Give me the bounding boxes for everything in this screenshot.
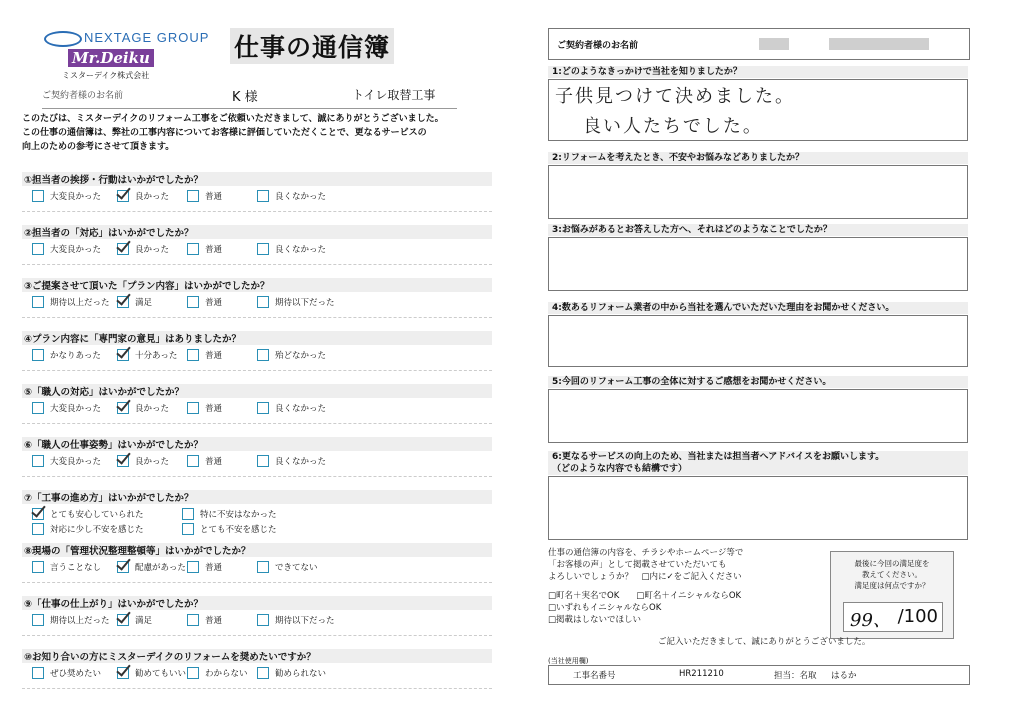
option-label: 良かった xyxy=(135,245,170,255)
option-item[interactable] xyxy=(32,614,110,626)
satisfaction-line: 教えてください。 xyxy=(862,570,922,579)
option-item[interactable] xyxy=(257,667,326,679)
option-label: 満足 xyxy=(135,616,153,626)
option-item[interactable] xyxy=(32,523,144,535)
checkbox-icon[interactable] xyxy=(257,190,269,202)
checkbox-icon[interactable] xyxy=(32,402,44,414)
option-item[interactable] xyxy=(182,523,277,535)
satisfaction-score[interactable] xyxy=(843,602,943,632)
publish-request xyxy=(548,547,828,583)
checkbox-icon[interactable] xyxy=(187,190,199,202)
option-item[interactable] xyxy=(187,561,222,573)
option-row xyxy=(22,190,492,208)
option-item[interactable] xyxy=(117,614,152,626)
logo-text: NEXTAGE GROUP xyxy=(84,30,210,45)
staff-name: はるか xyxy=(831,671,857,681)
checkbox-icon[interactable] xyxy=(187,349,199,361)
option-label: 普通 xyxy=(205,245,223,255)
satisfaction-question xyxy=(831,558,953,591)
option-label: 言うことなし xyxy=(50,563,102,573)
checkbox-icon[interactable] xyxy=(182,523,194,535)
question-title: ⑦「工事の進め方」はいかがでしたか？ xyxy=(22,490,492,504)
divider xyxy=(22,635,492,636)
option-label: 大変良かった xyxy=(50,245,102,255)
checkbox-icon[interactable] xyxy=(257,455,269,467)
option-label: 良くなかった xyxy=(275,404,327,414)
question-title: ⑥「職人の仕事姿勢」はいかがでしたか？ xyxy=(22,437,492,451)
option-item[interactable] xyxy=(32,296,110,308)
option-item[interactable] xyxy=(257,243,326,255)
option-item[interactable] xyxy=(187,243,222,255)
question-title: ②担当者の「対応」はいかがでしたか？ xyxy=(22,225,492,239)
option-label: 大変良かった xyxy=(50,457,102,467)
option-label: 対応に少し不安を感じた xyxy=(50,525,144,535)
checkbox-icon[interactable] xyxy=(117,455,129,467)
survey-title: 1:どのようなきっかけで当社を知りましたか？ xyxy=(548,66,968,78)
option-label: 良くなかった xyxy=(275,192,327,202)
brand-logo: Mr.Deiku xyxy=(68,49,154,67)
option-item[interactable] xyxy=(187,667,248,679)
checkbox-icon[interactable] xyxy=(32,455,44,467)
option-row xyxy=(22,402,492,420)
option-label: 良かった xyxy=(135,457,170,467)
question-6 xyxy=(22,437,492,473)
option-item[interactable] xyxy=(182,508,277,520)
option-label: できてない xyxy=(275,563,318,573)
nextage-logo xyxy=(44,30,209,47)
option-label: 普通 xyxy=(205,457,223,467)
option-label: 普通 xyxy=(205,192,223,202)
checkbox-icon[interactable] xyxy=(32,296,44,308)
option-item[interactable] xyxy=(117,402,169,414)
question-title: ⑤「職人の対応」はいかがでしたか？ xyxy=(22,384,492,398)
option-row xyxy=(22,349,492,367)
divider xyxy=(22,423,492,424)
divider xyxy=(22,370,492,371)
answer-box[interactable] xyxy=(548,315,968,367)
survey-subtitle: （どのような内容でも結構です） xyxy=(548,463,968,475)
option-item[interactable] xyxy=(32,190,101,202)
divider xyxy=(22,317,492,318)
option-label: 期待以上だった xyxy=(50,298,110,308)
publish-line: よろしいでしょうか？ □内に✓をご記入ください xyxy=(548,572,742,582)
option-item[interactable] xyxy=(257,561,318,573)
question-title: ⑩お知り合いの方にミスターデイクのリフォームを奨めたいですか？ xyxy=(22,649,492,663)
divider xyxy=(22,476,492,477)
checkbox-icon[interactable] xyxy=(187,455,199,467)
checkbox-icon[interactable] xyxy=(117,402,129,414)
checkbox-icon[interactable] xyxy=(187,243,199,255)
checkbox-icon[interactable] xyxy=(187,667,199,679)
option-label: 勧めてもいい xyxy=(135,669,187,679)
checkbox-icon[interactable] xyxy=(187,296,199,308)
survey-title: 2:リフォームを考えたとき、不安やお悩みなどありましたか？ xyxy=(548,152,968,164)
intro-text xyxy=(22,112,482,154)
option-row xyxy=(22,243,492,261)
client-kind: K 様 xyxy=(232,90,258,105)
option-label: 十分あった xyxy=(135,351,178,361)
question-7 xyxy=(22,490,492,540)
option-item[interactable] xyxy=(117,455,169,467)
checkbox-icon[interactable] xyxy=(32,243,44,255)
option-item[interactable] xyxy=(257,349,326,361)
option-item[interactable] xyxy=(257,296,335,308)
publish-option[interactable]: □町名＋実名でOK □町名＋イニシャルならOK xyxy=(548,591,742,601)
publish-option[interactable]: □いずれもイニシャルならOK xyxy=(548,603,662,613)
handwritten-answer: 良い人たちでした。 xyxy=(583,116,763,137)
option-label: 普通 xyxy=(205,563,223,573)
option-item[interactable] xyxy=(117,243,169,255)
checkbox-icon[interactable] xyxy=(32,561,44,573)
project-no-label: 工事名番号 xyxy=(573,671,616,681)
survey-question-4 xyxy=(548,302,968,367)
option-item[interactable] xyxy=(32,561,101,573)
option-item[interactable] xyxy=(32,667,101,679)
question-5 xyxy=(22,384,492,420)
option-item[interactable] xyxy=(187,455,222,467)
option-label: 良かった xyxy=(135,192,170,202)
survey-title: 3:お悩みがあるとお答えした方へ、それはどのようなことでしたか？ xyxy=(548,224,968,236)
survey-title: 6:更なるサービスの向上のため、当社または担当者へアドバイスをお願いします。 xyxy=(548,451,968,463)
office-use-label: (当社使用欄) xyxy=(548,657,589,665)
checkbox-icon[interactable] xyxy=(257,349,269,361)
option-item[interactable] xyxy=(117,190,169,202)
option-item[interactable] xyxy=(32,402,101,414)
answer-box[interactable] xyxy=(548,389,968,443)
question-1 xyxy=(22,172,492,208)
survey-question-1 xyxy=(548,66,968,141)
option-item[interactable] xyxy=(32,508,144,520)
company-name: ミスターデイク株式会社 xyxy=(62,71,150,80)
option-item[interactable] xyxy=(32,455,101,467)
option-label: 普通 xyxy=(205,404,223,414)
satisfaction-line: 最後に今回の満足度を xyxy=(854,559,930,568)
option-item[interactable] xyxy=(257,402,326,414)
checkbox-icon[interactable] xyxy=(32,614,44,626)
satisfaction-value: 99、 xyxy=(850,610,891,631)
redacted-name xyxy=(829,38,929,50)
satisfaction-box xyxy=(830,551,954,639)
option-label: 大変良かった xyxy=(50,192,102,202)
option-row xyxy=(22,508,492,540)
option-label: 良くなかった xyxy=(275,457,327,467)
option-label: 特に不安はなかった xyxy=(200,510,277,520)
redacted-name xyxy=(759,38,789,50)
survey-question-5 xyxy=(548,376,968,443)
option-label: 期待以上だった xyxy=(50,616,110,626)
checkbox-icon[interactable] xyxy=(257,402,269,414)
right-page xyxy=(538,0,1024,710)
checkbox-icon[interactable] xyxy=(117,296,129,308)
option-row xyxy=(22,667,492,685)
option-label: 良くなかった xyxy=(275,245,327,255)
option-label: 期待以下だった xyxy=(275,298,335,308)
question-title: ①担当者の挨拶・行動はいかがでしたか？ xyxy=(22,172,492,186)
option-label: わからない xyxy=(205,669,248,679)
survey-title: 5:今回のリフォーム工事の全体に対するご感想をお聞かせください。 xyxy=(548,376,968,388)
handwritten-answer: 子供見つけて決めました。 xyxy=(555,86,795,107)
divider xyxy=(22,688,492,689)
staff-label: 担当：名取 xyxy=(774,671,817,681)
question-4 xyxy=(22,331,492,367)
checkbox-icon[interactable] xyxy=(257,561,269,573)
option-row xyxy=(22,296,492,314)
question-3 xyxy=(22,278,492,314)
divider xyxy=(22,264,492,265)
checkbox-icon[interactable] xyxy=(117,243,129,255)
option-item[interactable] xyxy=(187,296,222,308)
divider xyxy=(22,211,492,212)
option-item[interactable] xyxy=(117,296,152,308)
project-no: HR211210 xyxy=(679,669,724,679)
checkbox-icon[interactable] xyxy=(117,190,129,202)
option-label: 満足 xyxy=(135,298,153,308)
option-label: 勧められない xyxy=(275,669,327,679)
option-label: 良かった xyxy=(135,404,170,414)
client-info xyxy=(42,82,457,109)
answer-box[interactable] xyxy=(548,237,968,291)
option-item[interactable] xyxy=(117,349,177,361)
checkbox-icon[interactable] xyxy=(32,523,44,535)
question-title: ⑧現場の「管理状況整理整頓等」はいかがでしたか？ xyxy=(22,543,492,557)
publish-line: 仕事の通信簿の内容を、チラシやホームページ等で xyxy=(548,548,744,558)
checkbox-icon[interactable] xyxy=(32,508,44,520)
option-label: 期待以下だった xyxy=(275,616,335,626)
publish-option[interactable]: □掲載はしないでほしい xyxy=(548,615,642,625)
answer-box[interactable] xyxy=(548,165,968,219)
option-label: 普通 xyxy=(205,298,223,308)
survey-title: 4:数あるリフォーム業者の中から当社を選んでいただいた理由をお聞かせください。 xyxy=(548,302,968,314)
page-title: 仕事の通信簿 xyxy=(230,28,394,64)
option-label: とても不安を感じた xyxy=(200,525,277,535)
checkbox-icon[interactable] xyxy=(117,561,129,573)
option-item[interactable] xyxy=(187,190,222,202)
option-item[interactable] xyxy=(257,455,326,467)
checkbox-icon[interactable] xyxy=(32,349,44,361)
checkbox-icon[interactable] xyxy=(32,190,44,202)
checkbox-icon[interactable] xyxy=(117,614,129,626)
checkbox-icon[interactable] xyxy=(257,296,269,308)
answer-box[interactable] xyxy=(548,79,968,141)
option-row xyxy=(22,455,492,473)
name-label: ご契約者様のお名前 xyxy=(557,41,639,51)
option-label: 普通 xyxy=(205,616,223,626)
question-title: ⑨「仕事の仕上がり」はいかがでしたか？ xyxy=(22,596,492,610)
option-item[interactable] xyxy=(257,190,326,202)
answer-box[interactable] xyxy=(548,476,968,540)
option-item[interactable] xyxy=(117,561,186,573)
option-item[interactable] xyxy=(187,349,222,361)
office-use-bar xyxy=(548,665,970,685)
question-title: ③ご提案させて頂いた「プラン内容」はいかがでしたか？ xyxy=(22,278,492,292)
client-label: ご契約者様のお名前 xyxy=(42,91,124,101)
name-bar xyxy=(548,28,970,60)
option-item[interactable] xyxy=(257,614,335,626)
option-label: とても安心していられた xyxy=(50,510,144,520)
question-2 xyxy=(22,225,492,261)
intro-line: 向上のための参考にさせて頂きます。 xyxy=(22,142,175,152)
option-label: 配慮があった xyxy=(135,563,186,573)
checkbox-icon[interactable] xyxy=(257,667,269,679)
survey-question-6 xyxy=(548,451,968,540)
checkbox-icon[interactable] xyxy=(182,508,194,520)
checkbox-icon[interactable] xyxy=(257,614,269,626)
option-row xyxy=(22,561,492,579)
checkbox-icon[interactable] xyxy=(117,667,129,679)
thanks-text: ご記入いただきまして、誠にありがとうございました。 xyxy=(658,637,871,647)
option-item[interactable] xyxy=(32,243,101,255)
option-label: 大変良かった xyxy=(50,404,102,414)
option-label: ぜひ奨めたい xyxy=(50,669,102,679)
satisfaction-max: /100 xyxy=(897,606,938,627)
checkbox-icon[interactable] xyxy=(187,402,199,414)
checkbox-icon[interactable] xyxy=(32,667,44,679)
publish-line: 「お客様の声」として掲載させていただいても xyxy=(548,560,727,570)
option-item[interactable] xyxy=(187,402,222,414)
checkbox-icon[interactable] xyxy=(117,349,129,361)
question-10 xyxy=(22,649,492,685)
question-title: ④プラン内容に「専門家の意見」はありましたか？ xyxy=(22,331,492,345)
option-item[interactable] xyxy=(117,667,186,679)
question-9 xyxy=(22,596,492,632)
work-type: トイレ取替工事 xyxy=(352,88,436,102)
option-label: かなりあった xyxy=(50,351,101,361)
survey-question-3 xyxy=(548,224,968,291)
checkbox-icon[interactable] xyxy=(187,561,199,573)
intro-line: この仕事の通信簿は、弊社の工事内容についてお客様に評価していただくことで、更なるサービスの xyxy=(22,128,427,138)
question-8 xyxy=(22,543,492,579)
publish-options xyxy=(548,590,741,626)
survey-question-2 xyxy=(548,152,968,219)
option-row xyxy=(22,614,492,632)
checkbox-icon[interactable] xyxy=(257,243,269,255)
satisfaction-line: 満足度は何点ですか？ xyxy=(854,581,930,590)
option-item[interactable] xyxy=(187,614,222,626)
option-label: 殆どなかった xyxy=(275,351,327,361)
option-label: 普通 xyxy=(205,351,223,361)
intro-line: このたびは、ミスターデイクのリフォーム工事をご依頼いただきまして、誠にありがとうございました。 xyxy=(22,114,444,124)
option-item[interactable] xyxy=(32,349,101,361)
logo-ring-icon xyxy=(44,31,82,47)
checkbox-icon[interactable] xyxy=(187,614,199,626)
divider xyxy=(22,582,492,583)
